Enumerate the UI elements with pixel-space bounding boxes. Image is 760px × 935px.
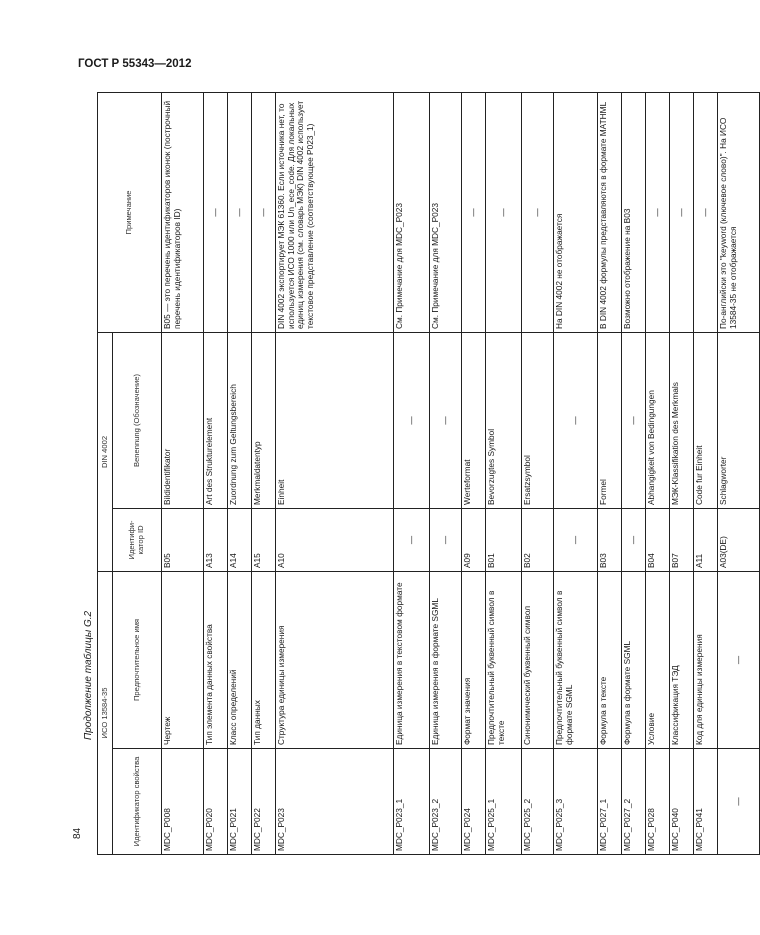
table-row xyxy=(670,92,694,854)
table-row xyxy=(462,92,486,854)
document-title: ГОСТ Р 55343—2012 xyxy=(78,58,192,70)
table-cell-name: Класс определений xyxy=(228,571,252,748)
note-header: Примечание xyxy=(98,92,162,332)
rotated-table-container xyxy=(97,93,743,855)
table-cell-note: Возможно отображение на B03 xyxy=(622,92,646,332)
table-cell-name: Предпочтительный буквенный символ в тексте xyxy=(486,571,522,748)
table-cell-name: Формула в тексте xyxy=(598,571,622,748)
table-row xyxy=(228,92,252,854)
table-cell-name: Формула в формате SGML xyxy=(622,571,646,748)
table-cell-name: Чертеж xyxy=(162,571,204,748)
table-cell-din-name: — xyxy=(430,332,462,508)
table-cell-name: Код для единицы измерения xyxy=(694,571,718,748)
table-cell-din-name: Schlagworter xyxy=(718,332,760,508)
table-cell-din-id: B01 xyxy=(486,508,522,571)
table-cell-note: — xyxy=(522,92,554,332)
table-cell-name: Формат значения xyxy=(462,571,486,748)
table-cell-din-name: Art des Strukturelement xyxy=(204,332,228,508)
table-cell-din-name: Bildidentifikator xyxy=(162,332,204,508)
din-name-header: Benennung (Обозначение) xyxy=(113,332,162,508)
preferred-name-header: Предпочтительное имя xyxy=(113,571,162,748)
table-cell-note: — xyxy=(228,92,252,332)
table-cell-name: Предпочтительный буквенный символ в формате SGML xyxy=(554,571,598,748)
table-cell-note: По-английски это "keyword (ключевое слово)". На ИСО 13584-35 не отображается xyxy=(718,92,760,332)
table-cell-id: MDC_P024 xyxy=(462,749,486,855)
table-row xyxy=(718,92,760,854)
group-header-row xyxy=(98,92,113,854)
table-cell-din-id: B05 xyxy=(162,508,204,571)
property-id-header: Идентификатор свойства xyxy=(113,749,162,855)
table-row xyxy=(430,92,462,854)
table-cell-id: MDC_P008 xyxy=(162,749,204,855)
table-cell-id: MDC_P022 xyxy=(252,749,276,855)
table-cell-id: MDC_P021 xyxy=(228,749,252,855)
table-cell-id: MDC_P025_1 xyxy=(486,749,522,855)
table-cell-din-name: Code fur Einheit xyxy=(694,332,718,508)
table-cell-note: — xyxy=(486,92,522,332)
table-cell-din-name: Abhangigkeit von Bedingungen xyxy=(646,332,670,508)
table-cell-din-name: Einheit xyxy=(276,332,394,508)
table-cell-din-id: — xyxy=(394,508,430,571)
table-cell-note: — xyxy=(204,92,228,332)
table-caption: Продолжение таблицы G.2 xyxy=(83,610,94,740)
table-cell-id: MDC_P040 xyxy=(670,749,694,855)
table-cell-name: Единица измерения в текстовом формате xyxy=(394,571,430,748)
table-cell-din-name: Bevorzugtes Symbol xyxy=(486,332,522,508)
table-cell-din-name: Formel xyxy=(598,332,622,508)
table-cell-name: Классификация ТЭД xyxy=(670,571,694,748)
table-cell-id: MDC_P028 xyxy=(646,749,670,855)
table-cell-din-name: — xyxy=(622,332,646,508)
table-cell-id: MDC_P025_3 xyxy=(554,749,598,855)
table-cell-note: DIN 4002 экспортирует МЭК 61360. Если источника нет, то используется ИСО 1000 или Un_ece_code. Для локальных единиц измерения (см. словарь МЭК) DIN 4002 использует текстовое представление (соответствующее P023_1) xyxy=(276,92,394,332)
table-cell-id: MDC_P023_1 xyxy=(394,749,430,855)
table-cell-din-id: A03(DE) xyxy=(718,508,760,571)
table-cell-note: На DIN 4002 не отображается xyxy=(554,92,598,332)
table-cell-din-id: — xyxy=(554,508,598,571)
table-cell-note: — xyxy=(670,92,694,332)
table-row xyxy=(694,92,718,854)
table-cell-din-id: — xyxy=(622,508,646,571)
table-row xyxy=(646,92,670,854)
table-cell-note: B05 — это перечень идентификаторов иконок (построчный перечень идентификаторов ID) xyxy=(162,92,204,332)
din-id-header: Идентифи- катор ID xyxy=(113,508,162,571)
table-cell-note: В DIN 4002 формулы представляются в формате MATHML xyxy=(598,92,622,332)
table-cell-note: — xyxy=(646,92,670,332)
table-cell-name: Тип данных xyxy=(252,571,276,748)
table-cell-din-id: B07 xyxy=(670,508,694,571)
din-group-header: DIN 4002 xyxy=(98,332,113,571)
table-cell-din-name: Ersatzsymbol xyxy=(522,332,554,508)
table-row xyxy=(162,92,204,854)
table-cell-note: — xyxy=(462,92,486,332)
table-row xyxy=(394,92,430,854)
table-cell-din-name: — xyxy=(394,332,430,508)
data-table xyxy=(97,92,760,855)
table-cell-name: Структура единицы измерения xyxy=(276,571,394,748)
table-row xyxy=(522,92,554,854)
table-cell-din-name: — xyxy=(554,332,598,508)
table-cell-din-id: B02 xyxy=(522,508,554,571)
table-cell-name: Условие xyxy=(646,571,670,748)
table-cell-din-name: Werteformat xyxy=(462,332,486,508)
table-cell-id: MDC_P027_1 xyxy=(598,749,622,855)
table-cell-din-id: A09 xyxy=(462,508,486,571)
table-cell-din-id: A11 xyxy=(694,508,718,571)
table-cell-din-id: A14 xyxy=(228,508,252,571)
table-body xyxy=(162,92,760,854)
table-cell-note: См. Примечание для MDC_P023 xyxy=(394,92,430,332)
table-cell-id: MDC_P041 xyxy=(694,749,718,855)
table-cell-name: — xyxy=(718,571,760,748)
table-cell-name: Тип элемента данных свойства xyxy=(204,571,228,748)
table-row xyxy=(252,92,276,854)
table-cell-id: — xyxy=(718,749,760,855)
table-row xyxy=(554,92,598,854)
table-row xyxy=(276,92,394,854)
table-cell-din-id: B04 xyxy=(646,508,670,571)
table-cell-din-name: Zuordnung zum Geltungsbereich xyxy=(228,332,252,508)
table-cell-din-name: МЭК-Klassifikation des Merkmals xyxy=(670,332,694,508)
table-cell-id: MDC_P025_2 xyxy=(522,749,554,855)
table-row xyxy=(598,92,622,854)
table-cell-name: Единица измерения в формате SGML xyxy=(430,571,462,748)
table-cell-din-name: Merkmaldatentyp xyxy=(252,332,276,508)
table-cell-id: MDC_P023_2 xyxy=(430,749,462,855)
table-cell-note: — xyxy=(694,92,718,332)
table-cell-id: MDC_P023 xyxy=(276,749,394,855)
table-cell-din-id: — xyxy=(430,508,462,571)
page-number: 84 xyxy=(72,827,83,839)
table-cell-din-id: A15 xyxy=(252,508,276,571)
iso-group-header: ИСО 13584-35 xyxy=(98,571,113,854)
table-cell-name: Синонимический буквенный символ xyxy=(522,571,554,748)
table-cell-din-id: A10 xyxy=(276,508,394,571)
table-cell-din-id: A13 xyxy=(204,508,228,571)
table-row xyxy=(622,92,646,854)
table-row xyxy=(204,92,228,854)
table-cell-note: См. Примечание для MDC_P023 xyxy=(430,92,462,332)
table-cell-din-id: B03 xyxy=(598,508,622,571)
table-cell-id: MDC_P020 xyxy=(204,749,228,855)
table-cell-id: MDC_P027_2 xyxy=(622,749,646,855)
table-row xyxy=(486,92,522,854)
table-cell-note: — xyxy=(252,92,276,332)
